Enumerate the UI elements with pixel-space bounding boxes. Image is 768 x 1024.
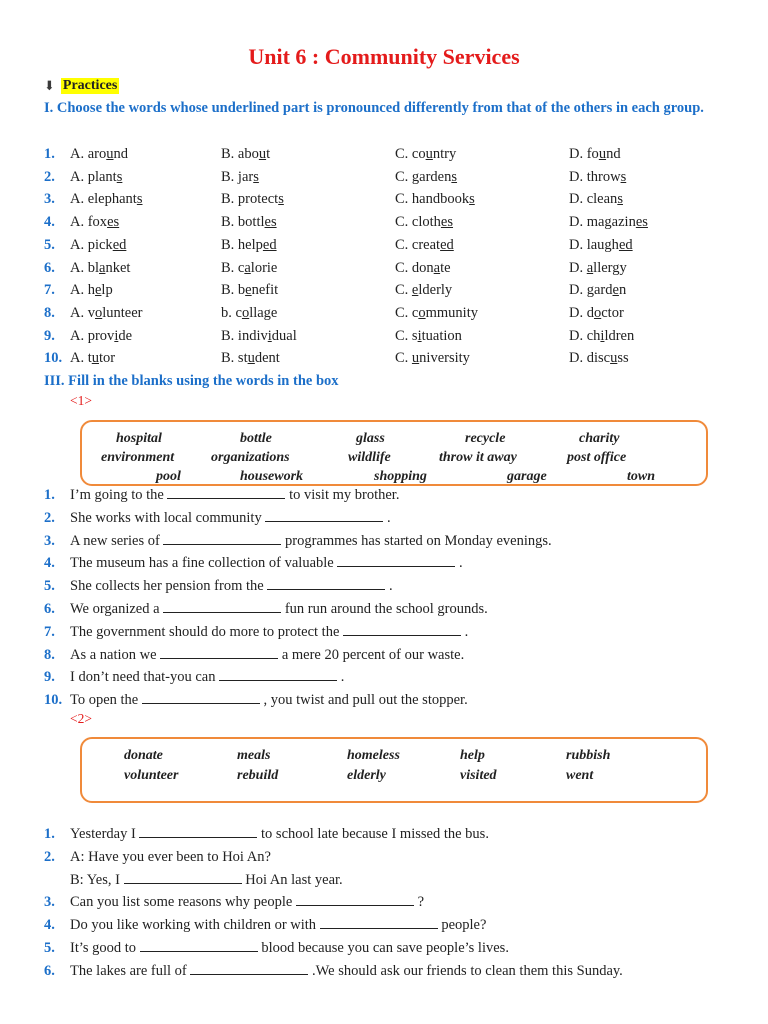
fill-sentence: A: Have you ever been to Hoi An? <box>70 848 271 865</box>
option-b[interactable]: B. benefit <box>221 282 279 299</box>
box-word: shopping <box>374 469 427 484</box>
answer-blank[interactable] <box>337 552 455 567</box>
section-3-heading: III. Fill in the blanks using the words in the box <box>44 373 339 389</box>
underlined-part: e <box>245 282 252 299</box>
underlined-part: ed <box>112 236 127 253</box>
section-1-heading: I. Choose the words whose underlined part is pronounced differently from that of the others in each group. <box>44 100 704 116</box>
fill-sentence: Do you like working with children or with people? <box>70 914 486 936</box>
option-c[interactable]: C. community <box>395 304 478 321</box>
question-number: 7. <box>44 282 55 299</box>
fill-sentence: It’s good to blood because you can save people’s lives. <box>70 937 509 959</box>
question-number: 2. <box>44 168 55 185</box>
fill-sentence: I don’t need that-you can . <box>70 666 344 688</box>
box-word: meals <box>237 748 271 763</box>
question-number: 4. <box>44 214 55 231</box>
option-a[interactable]: A. tutor <box>70 350 116 367</box>
part-1-tag: <1> <box>70 393 92 408</box>
fill-sentence: We organized a fun run around the school grounds. <box>70 598 488 620</box>
underlined-part: u <box>247 350 255 367</box>
underlined-part: o <box>593 304 602 321</box>
practices-label <box>44 78 119 94</box>
box-word: help <box>460 748 485 763</box>
box-word: elderly <box>347 768 386 783</box>
sentence-number: 8. <box>44 646 55 663</box>
option-a[interactable]: A. volunteer <box>70 304 143 321</box>
question-number: 10. <box>44 350 63 367</box>
box-word: hospital <box>116 431 162 446</box>
box-word: garage <box>507 469 547 484</box>
page-title: Unit 6 : Community Services <box>248 44 520 69</box>
option-d[interactable]: D. cleans <box>569 191 623 208</box>
box-word: volunteer <box>124 768 179 783</box>
option-c[interactable]: C. country <box>395 146 457 162</box>
underlined-part: a <box>244 259 251 276</box>
underlined-part: a <box>99 259 106 276</box>
box-word: environment <box>101 450 175 465</box>
option-c[interactable]: C. created <box>395 236 454 253</box>
box-word: organizations <box>211 450 290 465</box>
underlined-part: i <box>267 327 272 344</box>
answer-blank[interactable] <box>267 575 385 590</box>
underlined-part: s <box>469 191 475 208</box>
box-word: recycle <box>465 431 506 446</box>
practices-text: Practices <box>62 78 118 93</box>
box-word: rubbish <box>566 748 611 763</box>
underlined-part: u <box>425 146 433 162</box>
option-d[interactable]: D. discuss <box>569 350 629 367</box>
option-a[interactable]: A. provide <box>70 327 133 344</box>
word-box-1 <box>80 420 708 486</box>
sentence-number: 9. <box>44 669 55 686</box>
box-word: post office <box>567 450 627 465</box>
underlined-part: a <box>433 259 441 276</box>
underlined-part: ed <box>262 236 277 253</box>
answer-blank[interactable] <box>142 689 260 704</box>
underlined-part: u <box>610 350 618 367</box>
question-number: 3. <box>44 191 55 208</box>
underlined-part: s <box>136 191 143 208</box>
underlined-part: o <box>418 304 426 321</box>
box-word: housework <box>240 469 304 484</box>
option-c[interactable]: C. situation <box>395 327 462 344</box>
question-number: 9. <box>44 327 55 344</box>
sentence-number: 4. <box>44 555 55 572</box>
underlined-part: es <box>635 214 648 231</box>
option-a[interactable]: A. picked <box>70 236 127 253</box>
option-b[interactable]: b. collage <box>221 304 278 321</box>
underlined-part: s <box>451 168 458 185</box>
option-d[interactable]: D. allergy <box>569 259 627 276</box>
sentence-number: 3. <box>44 894 55 911</box>
underlined-part: s <box>116 168 123 185</box>
fill-sentence: B: Yes, I Hoi An last year. <box>70 869 343 891</box>
box-word: wildlife <box>348 450 391 465</box>
answer-blank[interactable] <box>296 891 414 906</box>
fill-sentence: As a nation we a mere 20 percent of our waste. <box>70 644 464 666</box>
underlined-part: ed <box>618 236 633 253</box>
box-word: donate <box>124 748 163 763</box>
answer-blank[interactable] <box>190 960 308 975</box>
box-word: bottle <box>240 431 272 446</box>
sentence-number: 6. <box>44 962 55 979</box>
underlined-part: i <box>417 327 422 344</box>
underlined-part: i <box>114 327 119 344</box>
option-d[interactable]: D. throws <box>569 168 627 185</box>
underlined-part: es <box>264 214 277 231</box>
underlined-part: u <box>106 146 114 162</box>
option-b[interactable]: B. protects <box>221 191 284 208</box>
option-a[interactable]: A. foxes <box>70 214 120 231</box>
sentence-number: 1. <box>44 826 55 842</box>
option-a[interactable]: A. blanket <box>70 259 131 276</box>
box-word: town <box>627 469 656 484</box>
sentence-number: 5. <box>44 578 55 595</box>
box-word: pool <box>156 469 181 484</box>
option-a[interactable]: A. around <box>70 146 128 162</box>
option-c[interactable]: C. clothes <box>395 214 454 231</box>
sentence-number: 5. <box>44 940 55 956</box>
answer-blank[interactable] <box>167 484 285 499</box>
question-number: 6. <box>44 259 55 276</box>
option-a[interactable]: A. help <box>70 282 113 299</box>
answer-blank[interactable] <box>343 621 461 636</box>
fill-sentence: She works with local community . <box>70 507 391 529</box>
answer-blank[interactable] <box>219 666 337 681</box>
option-d[interactable]: D. magazines <box>569 214 648 231</box>
option-c[interactable]: C. university <box>395 350 470 367</box>
fill-sentence: Yesterday I to school late because I missed the bus. <box>70 823 489 845</box>
word-box-2 <box>80 737 708 803</box>
option-a[interactable]: A. plants <box>70 168 123 185</box>
sentence-number: 2. <box>44 848 55 865</box>
option-c[interactable]: C. handbooks <box>395 191 475 208</box>
option-b[interactable]: B. bottles <box>221 214 277 231</box>
answer-blank[interactable] <box>163 530 281 545</box>
option-d[interactable]: D. found <box>569 146 621 162</box>
box-word: throw it away <box>439 450 517 465</box>
sentence-number: 10. <box>44 692 63 709</box>
underlined-part: a <box>586 259 594 276</box>
underlined-part: es <box>107 214 120 231</box>
answer-blank[interactable] <box>320 914 438 929</box>
underlined-part: o <box>241 304 250 321</box>
underlined-part: u <box>91 350 99 367</box>
box-word: visited <box>460 768 497 783</box>
underlined-part: u <box>598 146 607 162</box>
option-b[interactable]: B. individual <box>221 327 297 344</box>
underlined-part: s <box>278 191 284 208</box>
answer-blank[interactable] <box>265 507 383 522</box>
sentence-number: 3. <box>44 532 55 549</box>
answer-blank[interactable] <box>139 823 257 838</box>
underlined-part: i <box>600 327 605 344</box>
option-c[interactable]: C. donate <box>395 259 451 276</box>
fill-sentence: I’m going to the to visit my brother. <box>70 484 399 506</box>
fill-sentence: The government should do more to protect the . <box>70 621 468 643</box>
underlined-part: s <box>617 191 623 208</box>
sentence-number: 7. <box>44 623 55 640</box>
sentence-number: 6. <box>44 601 55 617</box>
part-2-tag: <2> <box>70 711 92 726</box>
underlined-part: s <box>253 168 259 185</box>
fill-sentence: A new series of programmes has started on Monday evenings. <box>70 530 552 552</box>
question-number: 5. <box>44 236 55 253</box>
underlined-part: s <box>620 168 627 185</box>
option-c[interactable]: C. gardens <box>395 168 458 185</box>
answer-blank[interactable] <box>124 869 242 884</box>
option-b[interactable]: B. jars <box>221 168 259 185</box>
option-a[interactable]: A. elephants <box>70 191 143 208</box>
underlined-part: u <box>411 350 420 367</box>
arrow-down-icon: ⬇ <box>44 78 55 93</box>
fill-sentence: She collects her pension from the . <box>70 575 393 597</box>
question-number: 1. <box>44 146 55 162</box>
answer-blank[interactable] <box>140 937 258 952</box>
underlined-part: e <box>94 282 102 299</box>
box-word: glass <box>356 431 385 446</box>
option-b[interactable]: B. helped <box>221 236 277 253</box>
option-d[interactable]: D. garden <box>569 282 627 299</box>
answer-blank[interactable] <box>160 644 278 659</box>
fill-sentence: The museum has a fine collection of valuable . <box>70 552 463 574</box>
box-word: homeless <box>347 748 400 763</box>
underlined-part: e <box>612 282 619 299</box>
underlined-part: o <box>94 304 103 321</box>
option-d[interactable]: D. doctor <box>569 304 624 321</box>
fill-sentence: The lakes are full of .We should ask our friends to clean them this Sunday. <box>70 960 623 982</box>
fill-sentence: To open the , you twist and pull out the stopper. <box>70 689 468 711</box>
underlined-part: e <box>411 282 419 299</box>
answer-blank[interactable] <box>163 598 281 613</box>
sentence-number: 2. <box>44 509 55 526</box>
underlined-part: u <box>258 146 267 162</box>
box-word: charity <box>579 431 620 446</box>
underlined-part: ed <box>440 236 454 253</box>
option-c[interactable]: C. elderly <box>395 282 453 299</box>
box-word: rebuild <box>237 768 279 783</box>
option-b[interactable]: B. student <box>221 350 280 367</box>
sentence-number: 1. <box>44 487 55 503</box>
option-b[interactable]: B. calorie <box>221 259 278 276</box>
question-number: 8. <box>44 304 55 321</box>
option-d[interactable]: D. laughed <box>569 236 633 253</box>
underlined-part: es <box>440 214 454 231</box>
fill-sentence: Can you list some reasons why people ? <box>70 891 424 913</box>
sentence-number: 4. <box>44 917 55 934</box>
option-d[interactable]: D. children <box>569 327 635 344</box>
option-b[interactable]: B. about <box>221 146 271 162</box>
box-word: went <box>566 768 594 783</box>
